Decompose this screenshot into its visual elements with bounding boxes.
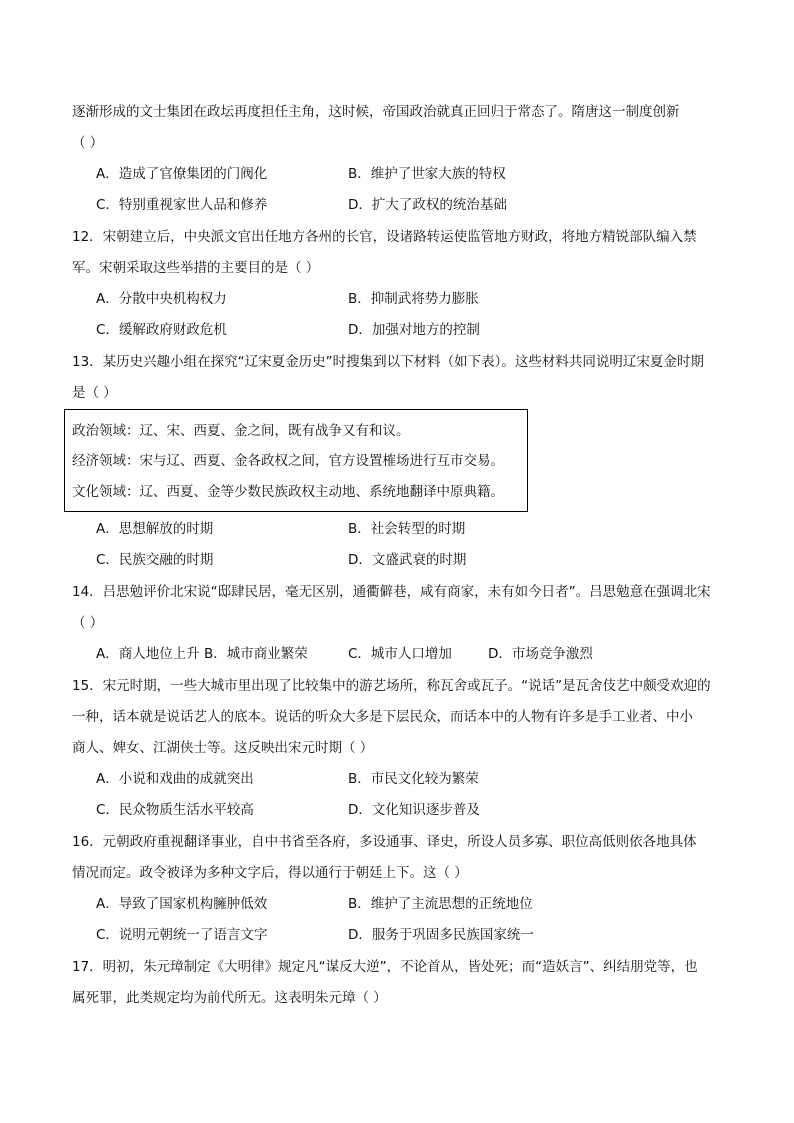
q13-material-table (64, 409, 528, 512)
q11-option-b[interactable]: B．维护了世家大族的特权 (348, 166, 506, 182)
q14-stem-line-1: 14．吕思勉评价北宋说“邸肆民居，毫无区别，通衢僻巷，咸有商家，未有如今日者”。吕思勉意在强调北宋 (72, 584, 711, 600)
q12-stem-line-2: 军。宋朝采取这些举措的主要目的是（ ） (72, 260, 320, 276)
q12-option-b[interactable]: B．抑制武将势力膨胀 (348, 291, 479, 307)
q15-option-b[interactable]: B．市民文化较为繁荣 (348, 771, 479, 787)
q16-option-b[interactable]: B．维护了主流思想的正统地位 (348, 896, 533, 912)
q15-stem-line-2: 一种，话本就是说话艺人的底本。说话的听众大多是下层民众，而话本中的人物有许多是手工业者、中小 (72, 709, 693, 725)
q14-option-c[interactable]: C．城市人口增加 (348, 646, 452, 662)
q17-stem-line-1: 17．明初，朱元璋制定《大明律》规定凡“谋反大逆”，不论首从，皆处死；而“造妖言”、纠结朋党等，也 (72, 959, 698, 975)
q11-stem-line-1: 逐渐形成的文士集团在政坛再度担任主角，这时候，帝国政治就真正回归于常态了。隋唐这一制度创新 (72, 104, 680, 120)
q11-option-a[interactable]: A．造成了官僚集团的门阀化 (96, 166, 268, 182)
q16-option-d[interactable]: D．服务于巩固多民族国家统一 (348, 927, 534, 943)
q16-stem-line-2: 情况而定。政令被译为多种文字后，得以通行于朝廷上下。这（ ） (72, 865, 468, 881)
q12-option-d[interactable]: D．加强对地方的控制 (348, 322, 480, 338)
q15-option-c[interactable]: C．民众物质生活水平较高 (96, 802, 254, 818)
q11-option-d[interactable]: D．扩大了政权的统治基础 (348, 197, 507, 213)
q15-option-d[interactable]: D．文化知识逐步普及 (348, 802, 480, 818)
q16-option-a[interactable]: A．导致了国家机构臃肿低效 (96, 896, 268, 912)
q15-stem-line-1: 15．宋元时期，一些大城市里出现了比较集中的游艺场所，称瓦舍或瓦子。“说话”是瓦舍伎艺中颇受欢迎的 (72, 678, 711, 694)
q13-stem-line-1: 13．某历史兴趣小组在探究“辽宋夏金历史”时搜集到以下材料（如下表）。这些材料共同说明辽宋夏金时期 (72, 354, 704, 370)
q13-option-c[interactable]: C．民族交融的时期 (96, 552, 214, 568)
q15-stem-line-3: 商人、婢女、江湖侠士等。这反映出宋元时期（ ） (72, 740, 374, 756)
q14-option-d[interactable]: D．市场竞争激烈 (488, 646, 593, 662)
q16-stem-line-1: 16．元朝政府重视翻译事业，自中书省至各府，多设通事、译史，所设人员多寡、职位高低则依各地具体 (72, 834, 697, 850)
q17-stem-line-2: 属死罪，此类规定均为前代所无。这表明朱元璋（ ） (72, 990, 387, 1006)
q12-option-c[interactable]: C．缓解政府财政危机 (96, 322, 227, 338)
q13-material-culture: 文化领域：辽、西夏、金等少数民族政权主动地、系统地翻译中原典籍。 (72, 484, 504, 500)
q13-option-d[interactable]: D．文盛武衰的时期 (348, 552, 467, 568)
q13-material-politics: 政治领域：辽、宋、西夏、金之间，既有战争又有和议。 (72, 423, 410, 439)
q14-stem-line-2: （ ） (72, 615, 104, 631)
q12-stem-line-1: 12．宋朝建立后，中央派文官出任地方各州的长官，设诸路转运使监管地方财政，将地方精锐部队编入禁 (72, 229, 697, 245)
q13-stem-line-2: 是（ ） (72, 385, 117, 401)
q13-material-economy: 经济领域：宋与辽、西夏、金各政权之间，官方设置榷场进行互市交易。 (72, 453, 504, 469)
q16-option-c[interactable]: C．说明元朝统一了语言文字 (96, 927, 268, 943)
q12-option-a[interactable]: A．分散中央机构权力 (96, 291, 227, 307)
q13-option-a[interactable]: A．思想解放的时期 (96, 521, 214, 537)
q11-stem-line-2: （ ） (72, 135, 104, 151)
q14-option-a-b[interactable]: A．商人地位上升 B．城市商业繁荣 (96, 646, 308, 662)
q15-option-a[interactable]: A．小说和戏曲的成就突出 (96, 771, 254, 787)
q11-option-c[interactable]: C．特别重视家世人品和修养 (96, 197, 268, 213)
q13-option-b[interactable]: B．社会转型的时期 (348, 521, 466, 537)
